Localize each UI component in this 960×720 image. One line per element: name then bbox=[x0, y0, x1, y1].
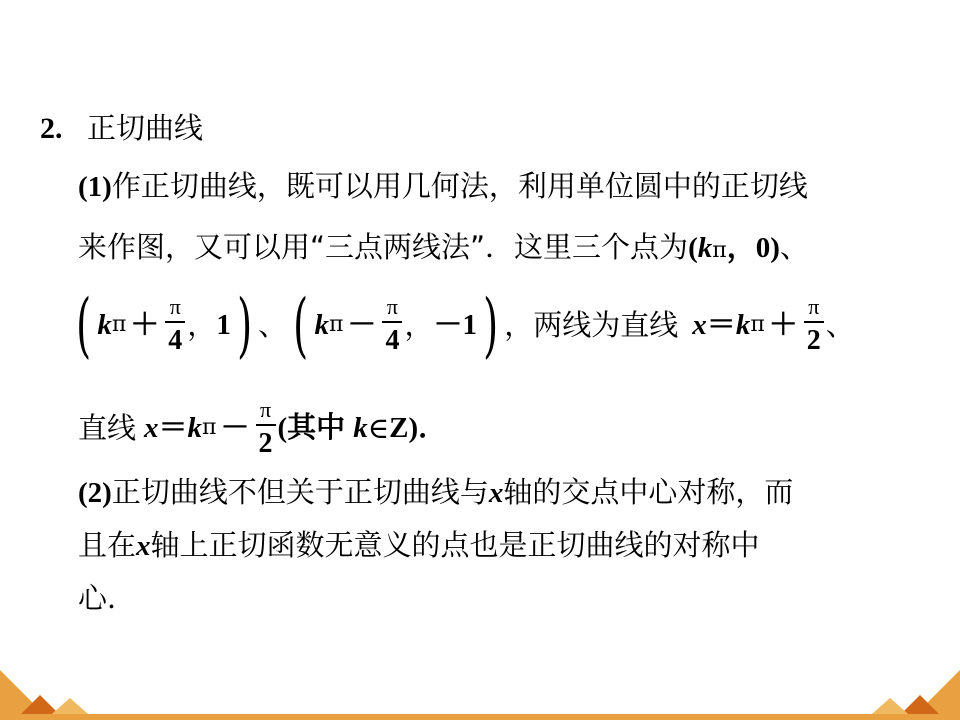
p1-line3 bbox=[70, 284, 855, 366]
p2-line1-b: 轴的交点中心对称，而 bbox=[503, 475, 794, 509]
p1-line4 bbox=[78, 398, 447, 466]
l1-pi: π bbox=[750, 312, 765, 337]
l2-x: x bbox=[144, 411, 159, 444]
dunhao-3: 、 bbox=[825, 307, 855, 342]
p1-line2 bbox=[78, 230, 809, 264]
p1-line1-text: 作正切曲线，既可以用几何法，利用单位圆中的正切线 bbox=[111, 169, 808, 203]
pt2-y: 1 bbox=[216, 308, 231, 341]
pt3-minus: － bbox=[347, 308, 377, 341]
right-corner-decoration bbox=[840, 660, 960, 720]
pt3-frac-den: 4 bbox=[382, 321, 402, 355]
pt1-open: ( bbox=[688, 232, 698, 264]
p2-x2: x bbox=[136, 530, 151, 562]
pt2-frac-num: π bbox=[169, 293, 181, 319]
l2-pi: π bbox=[202, 415, 217, 441]
where-close: )． bbox=[408, 411, 448, 444]
l1-eq: ＝ bbox=[706, 308, 736, 341]
where-Z: Z bbox=[389, 411, 409, 444]
where-open: (其中 bbox=[277, 411, 346, 444]
p2-label: (2) bbox=[78, 477, 112, 509]
l2-frac-num: π bbox=[259, 397, 272, 422]
p2-line3 bbox=[78, 581, 137, 615]
p2-x1: x bbox=[488, 477, 504, 509]
bottom-accent-bar bbox=[0, 714, 960, 720]
lines-text: ，两线为直线 bbox=[504, 307, 679, 342]
pt2-pi: π bbox=[111, 312, 127, 337]
l1-frac-den: 2 bbox=[804, 321, 824, 355]
l1-frac-num: π bbox=[808, 293, 820, 319]
heading-number: 2. bbox=[40, 112, 63, 145]
p2-line2-a: 且在 bbox=[78, 528, 137, 562]
p1-line1 bbox=[78, 169, 808, 203]
p1-label: (1) bbox=[78, 171, 112, 203]
pt2-plus: ＋ bbox=[130, 308, 160, 341]
left-corner-decoration bbox=[0, 660, 120, 720]
pt2-frac-den: 4 bbox=[165, 321, 185, 355]
pt3-pi: π bbox=[328, 312, 344, 337]
dunhao-2: 、 bbox=[258, 307, 288, 342]
pt2-fraction bbox=[165, 295, 185, 355]
section-heading bbox=[40, 111, 203, 145]
l1-x: x bbox=[692, 308, 707, 341]
l2-eq: ＝ bbox=[158, 411, 188, 444]
heading-title: 正切曲线 bbox=[86, 111, 203, 145]
line4-prefix: 直线 bbox=[78, 410, 137, 445]
pt2-right-paren: ) bbox=[236, 284, 252, 366]
pt1-rest: ，0) bbox=[726, 232, 780, 264]
pt1-k: k bbox=[697, 232, 713, 264]
pt3-left-paren: ( bbox=[293, 284, 309, 366]
p2-line2-b: 轴上正切函数无意义的点也是正切曲线的对称中 bbox=[150, 528, 760, 562]
dunhao-1: 、 bbox=[779, 230, 809, 264]
pt2-left-paren: ( bbox=[76, 284, 92, 366]
pt3-k: k bbox=[314, 308, 329, 341]
pt3-y: －1 bbox=[433, 308, 477, 341]
l1-plus: ＋ bbox=[768, 308, 798, 341]
l2-frac-den: 2 bbox=[256, 424, 276, 458]
p1-line2-text: 来作图，又可以用“三点两线法”．这里三个点为 bbox=[78, 230, 689, 264]
l1-fraction bbox=[804, 295, 824, 355]
pt3-fraction bbox=[382, 295, 402, 355]
pt1-pi: π bbox=[712, 238, 727, 263]
l2-minus: － bbox=[220, 411, 250, 444]
pt3-frac-num: π bbox=[386, 293, 398, 319]
p2-line3-text: 心． bbox=[78, 581, 137, 615]
l2-fraction bbox=[256, 398, 276, 458]
pt3-right-paren: ) bbox=[483, 284, 499, 366]
pt2-k: k bbox=[97, 308, 112, 341]
p2-line1-a: 正切曲线不但关于正切曲线与 bbox=[111, 475, 489, 509]
where-in: ∈ bbox=[367, 410, 390, 445]
pt3-comma: ， bbox=[404, 307, 434, 342]
l1-k: k bbox=[735, 308, 751, 341]
p2-line1 bbox=[78, 475, 794, 509]
p2-line2 bbox=[78, 528, 760, 562]
l2-k: k bbox=[187, 411, 203, 444]
pt2-comma: ， bbox=[187, 307, 217, 342]
where-k: k bbox=[353, 411, 368, 444]
